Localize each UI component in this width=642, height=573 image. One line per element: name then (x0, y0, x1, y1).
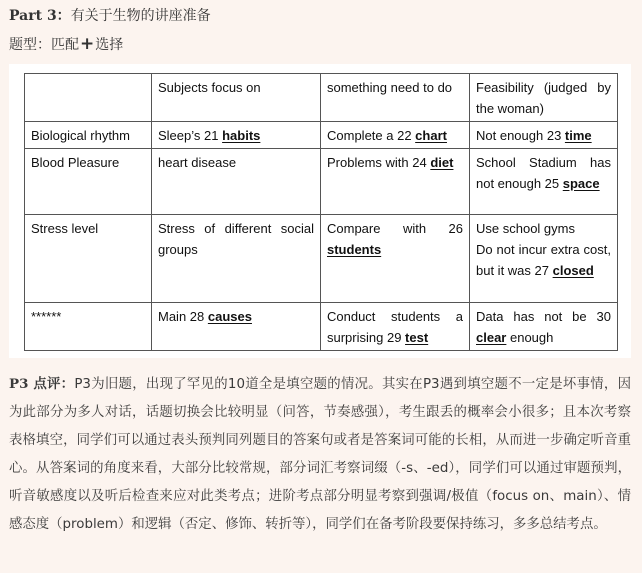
answer-table (24, 73, 618, 351)
answer-word: clear (476, 330, 507, 345)
cell-text: Compare with 26 (327, 221, 463, 236)
cell-text: Not enough 23 (476, 128, 565, 143)
table-row (25, 215, 618, 303)
row-topic: ****** (25, 303, 152, 351)
cell-text: Do not incur extra cost, but it was 27 (476, 242, 611, 278)
cell-text: Conduct students a surprising 29 (327, 309, 463, 345)
cell-text: Use school gyms (476, 221, 575, 236)
answer-word: diet (430, 155, 454, 170)
table-header-row (25, 74, 618, 122)
cell-text: heart disease (158, 155, 237, 170)
table-row (25, 122, 618, 149)
answer-word: closed (552, 263, 594, 278)
plus-icon: + (80, 34, 95, 54)
question-type-rest: 选择 (95, 37, 124, 53)
cell-text: Data has not be 30 (476, 309, 611, 324)
answer-word: causes (207, 309, 252, 324)
header-cell-need-to-do: something need to do (321, 74, 470, 122)
comment-text: P3为旧题，出现了罕见的10道全是填空题的情况。其实在P3遇到填空题不一定是坏事情，因为此部分为多人对话，话题切换会比较明显（问答，节奏感强），考生跟丢的概率会小很多；且本次考察表格填空，同学们可以通过表头预判同列题目的答案句或者是答案词可能的长相，从而进一步确定听音重心。从答案词的角度来看，大部分比较常规，部分词汇考察词缀（-s、-ed），同学们可以通过审题预判，听音敏感度以及听后检查来应对此类考点；进阶考点部分明显考察到强调/极值（focus on、main）、情感态度（problem）和逻辑（否定、修饰、转折等），同学们在备考阶段要保持练习，多多总结考点。 (9, 377, 631, 532)
header-cell-feasibility: Feasibility (judged by the woman) (470, 74, 618, 122)
answer-word: chart (415, 128, 447, 143)
table-row (25, 149, 618, 215)
question-type (9, 34, 123, 55)
cell-subject (152, 215, 321, 303)
cell-feasibility (470, 149, 618, 215)
header-cell-empty (25, 74, 152, 122)
comment-label: P3 点评： (9, 376, 75, 392)
cell-feasibility (470, 215, 618, 303)
row-topic: Biological rhythm (25, 122, 152, 149)
cell-text: Complete a 22 (327, 128, 416, 143)
cell-need (321, 303, 470, 351)
part-label: Part 3： (9, 8, 71, 24)
answer-word: students (327, 242, 382, 257)
part-title: 有关于生物的讲座准备 (70, 8, 211, 24)
cell-text: School Stadium has not enough 25 (476, 155, 611, 191)
header-cell-subjects: Subjects focus on (152, 74, 321, 122)
section-heading (9, 6, 211, 26)
answer-word: habits (222, 128, 261, 143)
cell-feasibility (470, 122, 618, 149)
cell-subject (152, 122, 321, 149)
answer-table-panel (9, 64, 631, 358)
cell-subject (152, 303, 321, 351)
cell-text: Sleep’s 21 (158, 128, 223, 143)
question-type-label: 题型：匹配 (9, 37, 79, 53)
cell-feasibility (470, 303, 618, 351)
comment-paragraph (9, 370, 631, 539)
cell-text: Problems with 24 (327, 155, 431, 170)
answer-word: time (564, 128, 592, 143)
answer-word: test (405, 330, 429, 345)
cell-text: Main 28 (158, 309, 208, 324)
cell-need (321, 149, 470, 215)
row-topic: Blood Pleasure (25, 149, 152, 215)
row-topic: Stress level (25, 215, 152, 303)
answer-word: space (562, 176, 600, 191)
cell-need (321, 215, 470, 303)
cell-subject (152, 149, 321, 215)
table-row (25, 303, 618, 351)
cell-need (321, 122, 470, 149)
cell-text: Stress of different social groups (158, 221, 314, 257)
cell-text: enough (506, 330, 554, 345)
